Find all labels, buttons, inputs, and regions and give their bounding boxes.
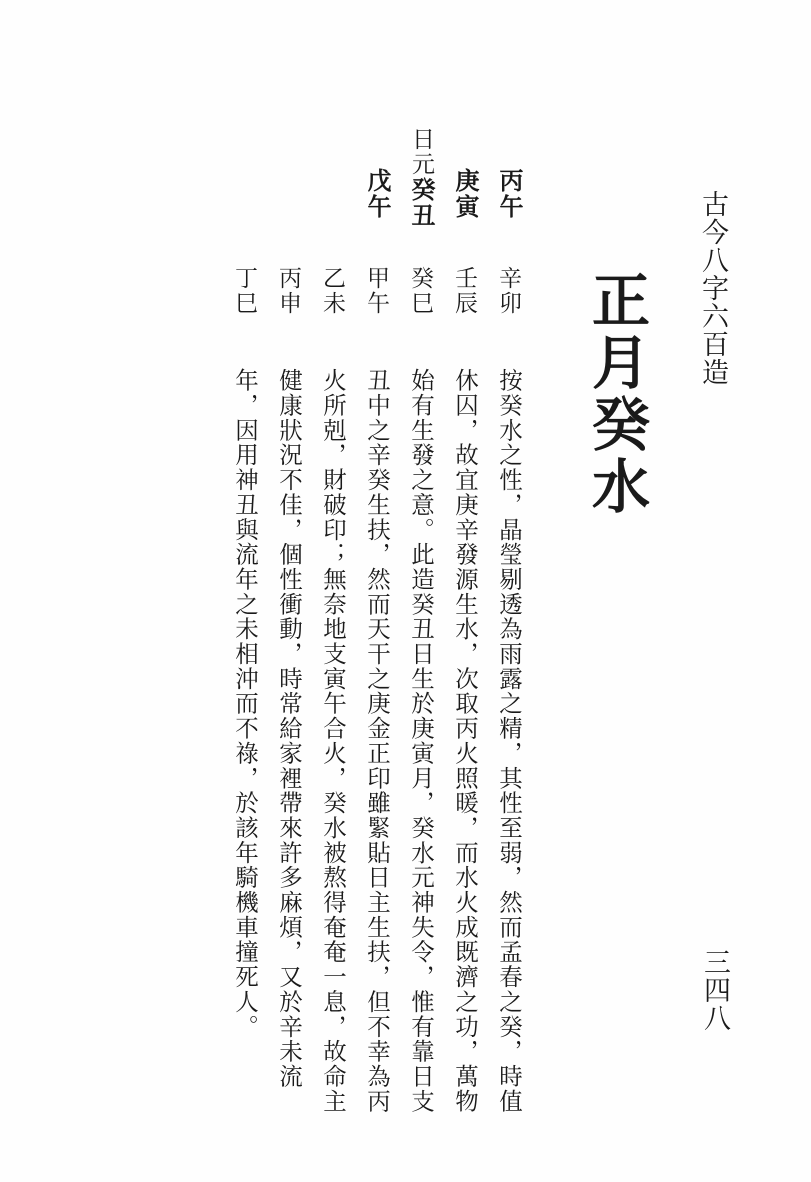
hour-pillar-value: 戊午 <box>363 168 391 220</box>
body-text-column: 休囚，故宜庚辛發源生水，次取丙火照暖，而水火成既濟之功，萬物 <box>451 368 479 1114</box>
luck-pillar: 乙未 <box>319 266 345 316</box>
chapter-heading: 正月癸水 <box>582 270 650 518</box>
day-pillar-value: 癸丑 <box>407 177 435 229</box>
body-text-column: 年，因用神丑與流年之未相沖而不祿，於該年騎機車撞死人。 <box>231 368 259 1039</box>
luck-pillar: 癸巳 <box>407 266 433 316</box>
running-header-book-title: 古今八字六百造 <box>697 190 728 386</box>
year-pillar-value: 丙午 <box>495 168 523 220</box>
day-pillar <box>404 127 439 229</box>
day-master-label: 日元 <box>408 127 434 177</box>
body-text-column: 始有生發之意。此造癸丑日生於庚寅月，癸水元神失令，惟有靠日支 <box>407 368 435 1114</box>
page-number: 三四八 <box>699 948 730 1032</box>
body-text-column: 健康狀況不佳，個性衝動，時常給家裡帶來許多麻煩，又於辛未流 <box>275 368 303 1089</box>
luck-pillar: 丙申 <box>275 266 301 316</box>
luck-pillar-extra: 丁巳 <box>231 266 257 316</box>
month-pillar-value: 庚寅 <box>451 168 479 220</box>
year-pillar <box>492 168 527 220</box>
body-text-column: 按癸水之性，晶瑩剔透為雨露之精，其性至弱，然而孟春之癸，時值 <box>495 368 523 1114</box>
luck-pillar: 辛卯 <box>495 266 521 316</box>
body-text-column: 火所剋，財破印；無奈地支寅午合火，癸水被熬得奄奄一息，故命主 <box>319 368 347 1114</box>
hour-pillar <box>360 168 395 220</box>
luck-pillar: 壬辰 <box>451 266 477 316</box>
luck-pillar: 甲午 <box>363 266 389 316</box>
body-text-column: 丑中之辛癸生扶，然而天干之庚金正印雖緊貼日主生扶，但不幸為丙 <box>363 368 391 1114</box>
month-pillar <box>448 168 483 220</box>
